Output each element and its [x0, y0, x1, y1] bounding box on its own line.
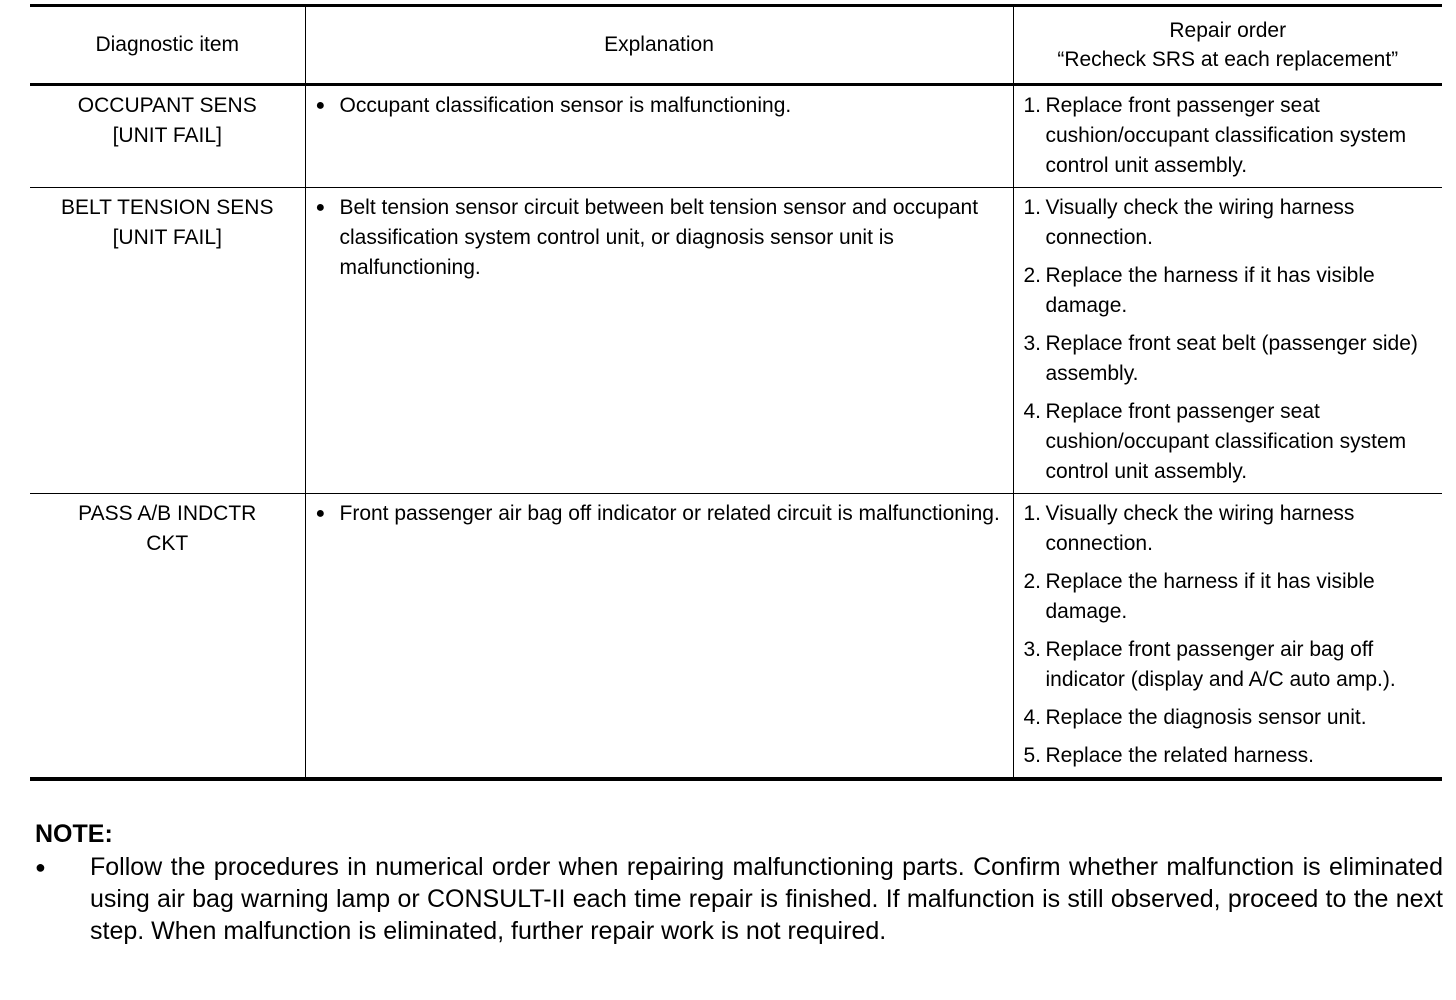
step-text: Replace front passenger air bag off indicator (display and A/C auto amp.). — [1045, 638, 1396, 691]
diagnostic-item-line: [UNIT FAIL] — [112, 226, 222, 249]
step-number: 1. — [1023, 196, 1042, 219]
diagnostic-item-cell — [30, 188, 305, 494]
repair-step — [1024, 499, 1433, 559]
step-text: Replace the diagnosis sensor unit. — [1045, 706, 1367, 729]
repair-step — [1024, 329, 1433, 389]
explanation-bullet — [316, 499, 1003, 529]
note-block — [35, 818, 1443, 947]
repair-step — [1024, 397, 1433, 487]
explanation-text: Occupant classification sensor is malfunctioning. — [339, 94, 792, 117]
note-text: Follow the procedures in numerical order when repairing malfunctioning parts. Confirm whether malfunction is eliminated using air bag warning lamp or CONSULT-II each time repair is finished. If malfunction is still observed, proceed to the next step. When malfunction is eliminated, further repair work is not required. — [90, 853, 1443, 945]
step-number: 3. — [1023, 332, 1042, 355]
note-title: NOTE: — [35, 820, 113, 848]
step-number: 1. — [1023, 502, 1042, 525]
repair-step — [1024, 261, 1433, 321]
step-text: Replace the harness if it has visible damage. — [1045, 264, 1375, 317]
diagnostic-item-line: OCCUPANT SENS — [77, 94, 257, 117]
header-explanation: Explanation — [305, 6, 1013, 85]
table-row — [30, 494, 1442, 780]
step-text: Visually check the wiring harness connection. — [1045, 196, 1355, 249]
step-number: 4. — [1023, 400, 1042, 423]
step-number: 2. — [1023, 570, 1042, 593]
step-text: Replace the harness if it has visible damage. — [1045, 570, 1375, 623]
step-text: Replace front passenger seat cushion/occupant classification system control unit assembly. — [1045, 400, 1407, 483]
bullet-icon: ● — [315, 505, 326, 522]
diagnostic-item-cell — [30, 494, 305, 780]
step-number: 3. — [1023, 638, 1042, 661]
header-repair-order — [1013, 6, 1442, 85]
header-repair-order-title: Repair order — [1169, 19, 1287, 42]
repair-step — [1024, 193, 1433, 253]
step-text: Replace front passenger seat cushion/occupant classification system control unit assembly. — [1045, 94, 1407, 177]
step-text: Replace the related harness. — [1045, 744, 1314, 767]
repair-order-cell — [1013, 188, 1442, 494]
explanation-cell — [305, 85, 1013, 188]
step-number: 5. — [1023, 744, 1042, 767]
header-repair-order-subtitle: “Recheck SRS at each replacement” — [1057, 48, 1399, 71]
repair-order-cell — [1013, 85, 1442, 188]
diagnostic-item-line: BELT TENSION SENS — [61, 196, 274, 219]
bullet-icon: ● — [315, 97, 326, 114]
explanation-cell — [305, 494, 1013, 780]
diagnostic-item-line: PASS A/B INDCTR — [78, 502, 257, 525]
header-diagnostic-item: Diagnostic item — [30, 6, 305, 85]
repair-step — [1024, 741, 1433, 771]
explanation-bullet — [316, 91, 1003, 121]
diagnostic-table — [30, 4, 1442, 781]
explanation-text: Belt tension sensor circuit between belt tension sensor and occupant classification system control unit, or diagnosis sensor unit is malfunctioning. — [339, 196, 979, 279]
step-number: 2. — [1023, 264, 1042, 287]
repair-steps — [1024, 91, 1433, 181]
table-row — [30, 85, 1442, 188]
step-text: Replace front seat belt (passenger side) assembly. — [1045, 332, 1418, 385]
diagnostic-item-cell — [30, 85, 305, 188]
step-number: 4. — [1023, 706, 1042, 729]
diagnostic-item-line: [UNIT FAIL] — [112, 124, 222, 147]
explanation-cell — [305, 188, 1013, 494]
step-text: Visually check the wiring harness connection. — [1045, 502, 1355, 555]
diagnostic-item-line: CKT — [146, 532, 189, 555]
repair-steps — [1024, 499, 1433, 771]
repair-steps — [1024, 193, 1433, 487]
explanation-bullet — [316, 193, 1003, 283]
note-bullet — [35, 851, 1443, 947]
table-header-row — [30, 6, 1442, 85]
step-number: 1. — [1023, 94, 1042, 117]
bullet-icon: ● — [315, 199, 326, 216]
explanation-text: Front passenger air bag off indicator or related circuit is malfunctioning. — [339, 502, 1000, 525]
bullet-icon: ● — [35, 857, 46, 877]
repair-step — [1024, 567, 1433, 627]
repair-step — [1024, 703, 1433, 733]
table-row — [30, 188, 1442, 494]
repair-step — [1024, 635, 1433, 695]
repair-step — [1024, 91, 1433, 181]
repair-order-cell — [1013, 494, 1442, 780]
